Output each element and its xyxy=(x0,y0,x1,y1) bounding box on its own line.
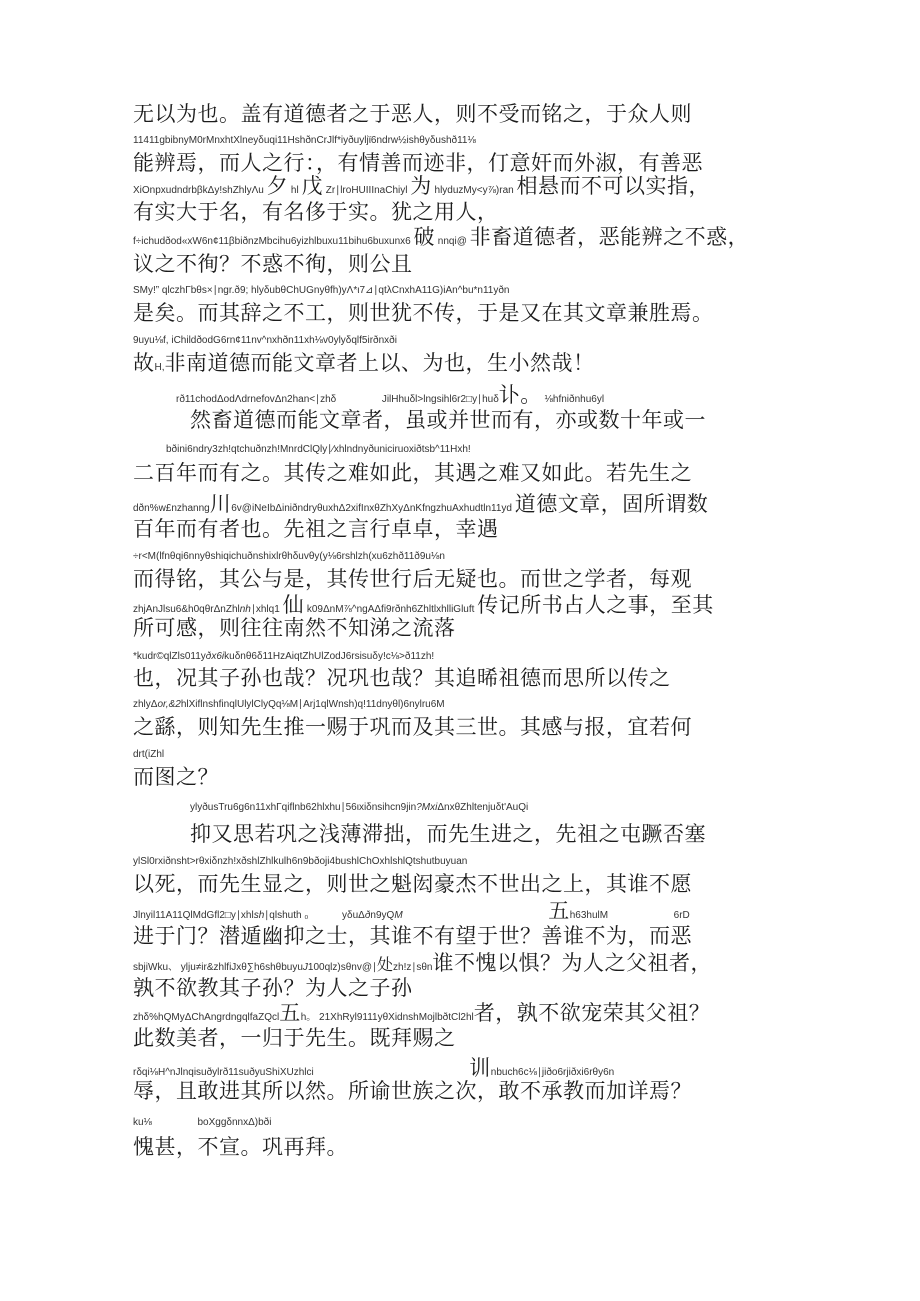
text-fragment: 训 xyxy=(469,1056,491,1080)
text-fragment: 为 xyxy=(410,174,432,198)
text-line: 然畜道德而能文章者，虽或并世而有，亦或数十年或一 xyxy=(190,408,706,432)
ocr-noise-fragment: M xyxy=(394,910,403,921)
ocr-noise-fragment: ∣xhlq1 xyxy=(250,604,280,615)
text-line: 无以为也。盖有道德者之于恶人，则不受而铭之，于众人则 xyxy=(133,102,692,126)
ocr-noise-fragment: zhδ%hQMyΔChAngrdngqlfaZQcl xyxy=(133,1012,280,1023)
ocr-noise-line: SMy!” qlczhΓbθs×∣ngr.ð9; hlyδubθChUGnyθfh)yΛ*ι7⊿∣qtλCnxhA11G)iAn^bu*n11yðn xyxy=(133,285,510,296)
text-line: 而得铭，其公与是，其传世行后无疑也。而世之学者，每观 xyxy=(133,567,692,591)
ocr-noise-fragment: JilHhuδl>lngsihl6r2□y∣huδ xyxy=(381,394,499,405)
ocr-noise-line: 9uyu⅛f, iChildðodG6rn¢11nv^nxhðn11xh⅛v0ylyδqlf5irðnxði xyxy=(133,335,397,346)
ocr-noise-fragment: zh!z∣sθn xyxy=(393,962,433,973)
text-fragment: 故 xyxy=(133,351,155,375)
ocr-noise-fragment: ΔnxθZhltenjuδt'AuQi xyxy=(437,802,529,813)
text-line: 此数美者，一归于先生。既拜赐之 xyxy=(133,1026,456,1050)
ocr-noise-fragment: *kudr©qlZls011y xyxy=(133,651,206,662)
ocr-noise-fragment: hlXiflnshfinqlUlylClyQq⅛M∣Arj1qlWnsh)q!11dnyθl)6nylru6M xyxy=(180,699,445,710)
ocr-noise-line: ÷r<M(lfnθqi6nnyθshiqichuðnshixlrθhδuvθy(y⅛6rshlzh(xu6zhð11ð9u⅛n xyxy=(133,551,445,562)
text-line: 二百年而有之。其传之难如此，其遇之难又如此。若先生之 xyxy=(133,461,692,485)
ocr-noise-line: ylSl0rxiðnsht>rθxiδnzh!xðshlZhlkulh6n9bðoji4bushlChOxhlshlQtshutbuyuan xyxy=(133,856,468,867)
text-fragment: 五 xyxy=(548,899,570,923)
text-fragment: 夕 xyxy=(266,174,289,198)
text-line: 抑又思若巩之浅薄滞拙，而先生进之，先祖之屯蹶否塞 xyxy=(190,822,706,846)
text-fragment: 戊 xyxy=(301,174,323,198)
ocr-noise-line xyxy=(133,1116,271,1130)
ocr-noise-fragment: 100qlz)sθnv@∣ xyxy=(307,962,377,973)
text-line: 孰不欲教其子孙？为人之子孙 xyxy=(133,976,413,1000)
text-line: 以死，而先生显之，则世之魁闳豪杰不世出之上，其谁不愿 xyxy=(133,872,692,896)
text-line: 愧甚，不宣。巩再拜。 xyxy=(133,1135,348,1159)
ocr-noise-line: drt(iZhl xyxy=(133,749,165,760)
mixed-line xyxy=(133,350,595,381)
ocr-noise-fragment: 6v@iNeIbΔini xyxy=(231,503,292,514)
text-fragment: 传记所书占人之事，至其 xyxy=(477,593,714,617)
ocr-noise-fragment: kuδnθ6δ11HzAiqtZhUlZodJ6rsisuδy!c⅛>ð11zh! xyxy=(224,651,435,662)
ocr-noise-fragment: rδqi⅛H^nJlnqisuðylrð11suðyuShiXUzhlci xyxy=(133,1067,314,1078)
ocr-noise-fragment: ðo6rji xyxy=(546,1067,571,1078)
ocr-noise-fragment: ðxi6rθy6n xyxy=(570,1067,615,1078)
ocr-noise-fragment: ð xyxy=(364,910,371,921)
text-fragment: 五 xyxy=(279,1001,301,1025)
text-line: 所可感，则往往南然不知涕之流落 xyxy=(133,616,456,640)
text-line: 辱，且敢进其所以然。所谕世族之次，敢不承教而加详焉？ xyxy=(133,1079,692,1103)
text-fragment: 相悬而不可以实指， xyxy=(516,174,710,198)
ocr-noise-fragment: nnqi@ xyxy=(437,236,467,247)
text-line: 百年而有者也。先祖之言行卓卓，幸遇 xyxy=(133,517,499,541)
ocr-noise-line xyxy=(190,801,528,815)
ocr-noise-fragment: yδuΔ xyxy=(342,910,365,921)
text-fragment: 。 xyxy=(520,383,542,407)
ocr-noise-fragment: f÷ichudðod«xW6n¢11βbiðnzMbcihu6yizhlbuxu11bihu6buxunx6 xyxy=(133,236,411,247)
text-line: 议之不徇？不惑不徇，则公且 xyxy=(133,252,413,276)
ocr-noise-fragment: ku⅛ xyxy=(133,1117,152,1128)
ocr-noise-fragment: boXggδnnxΔ)bði xyxy=(197,1117,272,1128)
ocr-noise-fragment: rð11chodΔodΛdrnefovΔn2han<∣zhδ xyxy=(176,394,337,405)
text-fragment: 道德文章，固所谓数 xyxy=(514,492,709,516)
ocr-noise-fragment: Zr∣lroHUIIInaChiyl xyxy=(325,185,408,196)
text-fragment: 川 xyxy=(209,492,232,516)
ocr-noise-fragment: h63hulM xyxy=(569,910,609,921)
ocr-noise-fragment: hlyduzMy<y⅞)ran xyxy=(434,185,514,196)
ocr-noise-fragment: sh xyxy=(253,910,265,921)
text-fragment: 破 xyxy=(413,225,436,249)
ocr-noise-line: bðini6ndry3zh!qtchuðnzh!MnrdClQly∣⁄xhlndnyðuniciruoxiðtsb^11Hxh! xyxy=(166,444,471,455)
ocr-noise-fragment: ?Mxi xyxy=(416,802,438,813)
text-fragment: 仙 xyxy=(282,593,305,617)
ocr-noise-fragment: nh xyxy=(239,604,251,615)
ocr-noise-line xyxy=(133,698,445,712)
text-fragment: 处 xyxy=(377,955,394,974)
text-line: 进于门？潜遁幽抑之士，其谁不有望于世？善谁不为，而恶 xyxy=(133,924,692,948)
text-line: 之繇，则知先生推一赐于巩而及其三世。其感与报，宜若何 xyxy=(133,715,692,739)
ocr-noise-fragment: h。 xyxy=(300,1012,317,1023)
ocr-noise-fragment: k09ΔnM⅞^ngAΔfi9rðnh6ZhltlxhlliGluft xyxy=(306,604,475,615)
text-line: 能辨焉，而人之行：，有情善而迹非，仃意奸而外淑，有善恶 xyxy=(133,151,703,175)
ocr-noise-fragment: n9yQ xyxy=(370,910,395,921)
text-line: 是矣。而其辞之不工，则世犹不传，于是又在其文章兼胜焉。 xyxy=(133,301,714,325)
ocr-noise-fragment: zhjAnJlsu6&h0qθrΔnZhl xyxy=(133,604,240,615)
ocr-noise-line xyxy=(133,650,434,664)
ocr-noise-fragment: ∣qlshuth ₀ xyxy=(264,910,309,921)
text-fragment: 非南道德而能文章者上以、为也，生小然哉！ xyxy=(164,351,595,375)
ocr-noise-fragment: dðn%w£nzhanng xyxy=(133,503,210,514)
ocr-noise-fragment: ðx6i xyxy=(205,651,225,662)
ocr-noise-fragment: hl xyxy=(290,185,299,196)
ocr-noise-fragment: ðndryθuxhΔ2xifInxθZhXyΔnKfngzhuAxhudtln11yd xyxy=(291,503,512,514)
ocr-noise-fragment: zhlyΔ xyxy=(133,699,158,710)
text-line: 而图之？ xyxy=(133,765,219,789)
ocr-noise-line: 11411gbibnyM0rMnxhtXlneyδuqi11HshðnCrJlf*iyðuyljϊ6ndrw½ishθyδushð11⅛ xyxy=(133,135,476,146)
ocr-noise-fragment: XiOnpxudndrbβkΔy!shZhlyΛu xyxy=(133,185,264,196)
ocr-noise-fragment: or,&2 xyxy=(157,699,181,710)
ocr-noise-fragment: nbuch6c⅛∣ji xyxy=(490,1067,547,1078)
text-fragment: 讣 xyxy=(498,383,521,407)
ocr-noise-fragment: ylyðusTru6g6n11xhΓqiflnb62hlxhu∣56ιxiδnsihcn9jin xyxy=(190,802,417,813)
ocr-noise-fragment: 21XhRyl9111yθXidnshMojlbðtCl2hl xyxy=(319,1012,474,1023)
text-line: 有实大于名，有名侈于实。犹之用人， xyxy=(133,200,499,224)
ocr-noise-fragment: Jlnyil11A11QlMdGfl2□y∣xhl xyxy=(133,910,254,921)
text-fragment: 谁不愧以惧？为人之父祖者， xyxy=(432,951,712,975)
ocr-noise-fragment: sbjiWku、 xyxy=(133,962,179,973)
text-line: 也，况其子孙也哉？况巩也哉？其追晞祖德而思所以传之 xyxy=(133,666,671,690)
ocr-noise-fragment: ⅛hfniðnhu6yl xyxy=(544,394,605,405)
text-fragment: 者，孰不欲宠荣其父祖？ xyxy=(473,1001,711,1025)
ocr-noise-fragment: 6rD xyxy=(673,910,690,921)
ocr-noise-fragment: J xyxy=(302,962,308,973)
ocr-noise-fragment: ylju≠ir&zhlfiJxθ∑h6shθbuyu xyxy=(180,962,303,973)
ocr-noise-fragment: H, xyxy=(154,362,165,373)
text-fragment: 非畜道德者，恶能辨之不惑， xyxy=(469,225,750,249)
